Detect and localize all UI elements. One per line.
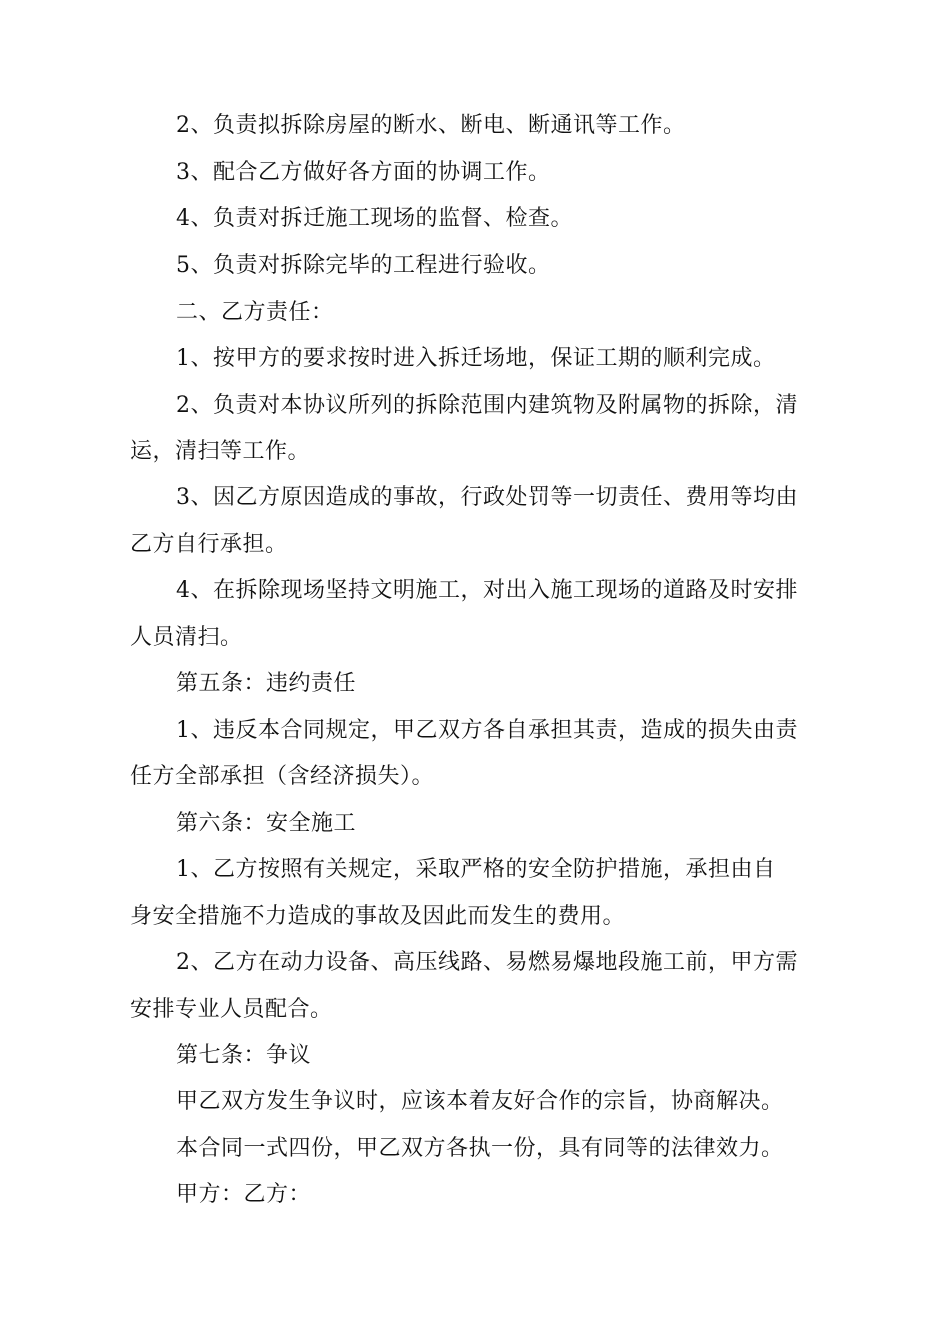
paragraph-line: 安排专业人员配合。 xyxy=(130,997,333,1022)
section-heading: 二、乙方责任： xyxy=(176,300,334,325)
paragraph-line: 4、负责对拆迁施工现场的监督、检查。 xyxy=(176,206,573,231)
paragraph-line: 2、负责拟拆除房屋的断水、断电、断通讯等工作。 xyxy=(176,113,686,138)
paragraph-line: 1、按甲方的要求按时进入拆迁场地，保证工期的顺利完成。 xyxy=(176,346,776,371)
article-heading: 第六条：安全施工 xyxy=(176,811,357,836)
paragraph-line: 甲乙双方发生争议时，应该本着友好合作的宗旨，协商解决。 xyxy=(176,1089,784,1114)
article-heading: 第五条：违约责任 xyxy=(176,671,357,696)
paragraph-line: 本合同一式四份，甲乙双方各执一份，具有同等的法律效力。 xyxy=(176,1136,784,1161)
paragraph-line: 运，清扫等工作。 xyxy=(130,439,311,464)
paragraph-line: 3、配合乙方做好各方面的协调工作。 xyxy=(176,160,551,185)
paragraph-line: 任方全部承担（含经济损失）。 xyxy=(130,764,435,789)
paragraph-line: 5、负责对拆除完毕的工程进行验收。 xyxy=(176,253,551,278)
article-heading: 第七条：争议 xyxy=(176,1043,312,1068)
paragraph-line: 1、乙方按照有关规定，采取严格的安全防护措施，承担由自 xyxy=(176,857,776,882)
paragraph-line: 乙方自行承担。 xyxy=(130,532,288,557)
signature-line: 甲方：乙方： xyxy=(176,1182,312,1207)
paragraph-line: 2、乙方在动力设备、高压线路、易燃易爆地段施工前，甲方需 xyxy=(176,950,798,975)
paragraph-line: 4、在拆除现场坚持文明施工，对出入施工现场的道路及时安排 xyxy=(176,578,798,603)
paragraph-line: 1、违反本合同规定，甲乙双方各自承担其责，造成的损失由责 xyxy=(176,718,798,743)
paragraph-line: 身安全措施不力造成的事故及因此而发生的费用。 xyxy=(130,904,626,929)
paragraph-line: 人员清扫。 xyxy=(130,625,243,650)
paragraph-line: 3、因乙方原因造成的事故，行政处罚等一切责任、费用等均由 xyxy=(176,485,798,510)
paragraph-line: 2、负责对本协议所列的拆除范围内建筑物及附属物的拆除，清 xyxy=(176,393,798,418)
